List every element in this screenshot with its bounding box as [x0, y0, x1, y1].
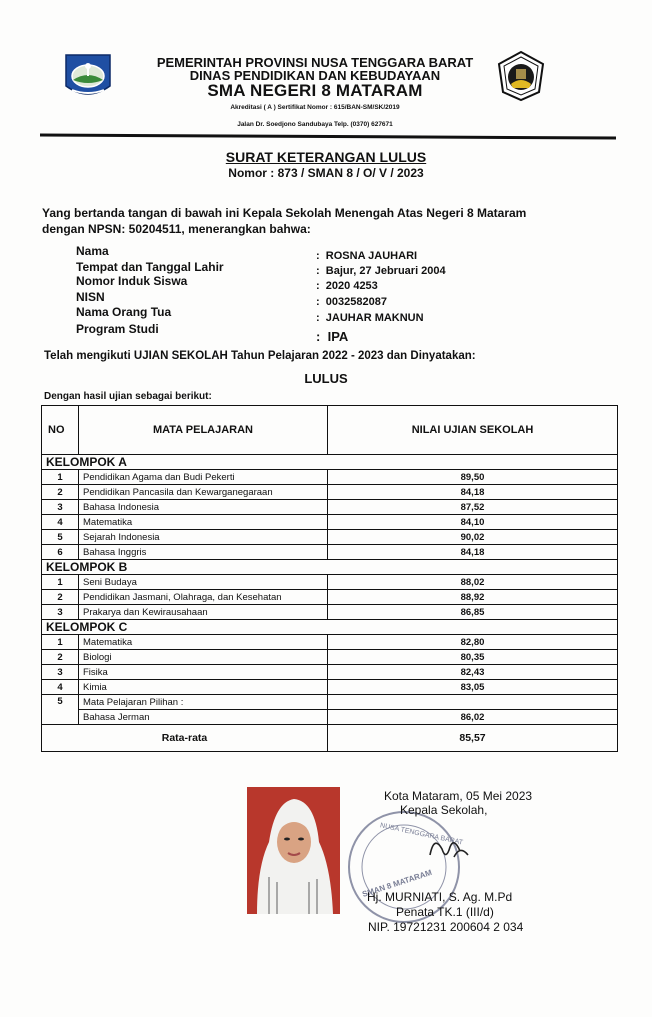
- group-row: [42, 560, 618, 575]
- header-no: NO: [42, 406, 79, 455]
- row-no: 5: [42, 530, 79, 545]
- value-name: [316, 250, 417, 262]
- row-score: 83,05: [328, 680, 618, 695]
- label-name: Nama: [76, 244, 109, 258]
- signatory-rank: Penata TK.1 (III/d): [396, 905, 494, 919]
- row-no: 4: [42, 515, 79, 530]
- table-row-elective: [42, 710, 618, 725]
- table-row: [42, 515, 618, 530]
- student-program: IPA: [327, 329, 349, 344]
- group-row: [42, 620, 618, 635]
- row-score: 88,02: [328, 575, 618, 590]
- row-subject: Seni Budaya: [79, 575, 328, 590]
- value-nis: [316, 280, 378, 292]
- header-government-line: PEMERINTAH PROVINSI NUSA TENGGARA BARAT: [156, 55, 474, 70]
- table-intro: Dengan hasil ujian sebagai berikut:: [44, 391, 212, 402]
- row-subject: Matematika: [79, 515, 328, 530]
- table-row: [42, 635, 618, 650]
- row-no: 6: [42, 545, 79, 560]
- table-row: [42, 530, 618, 545]
- student-photo: [247, 787, 340, 914]
- header-school-name: SMA NEGERI 8 MATARAM: [207, 81, 423, 100]
- row-score: 82,43: [328, 665, 618, 680]
- row-subject: Kimia: [79, 680, 328, 695]
- group-row: [42, 455, 618, 470]
- table-row: [42, 680, 618, 695]
- row-subject: Pendidikan Jasmani, Olahraga, dan Kesehatan: [79, 590, 328, 605]
- provincial-crest-icon: [58, 52, 118, 102]
- elective-label: Mata Pelajaran Pilihan :: [79, 695, 328, 710]
- signatory-name: Hj. MURNIATI, S. Ag. M.Pd: [367, 890, 513, 904]
- table-row: [42, 665, 618, 680]
- row-score: 86,02: [328, 710, 618, 725]
- table-row: [42, 470, 618, 485]
- header-divider: [40, 133, 616, 139]
- header-score: NILAI UJIAN SEKOLAH: [328, 406, 618, 455]
- row-subject: Prakarya dan Kewirausahaan: [79, 605, 328, 620]
- student-nis: 2020 4253: [325, 280, 378, 292]
- value-nisn: [316, 296, 387, 308]
- intro-line-1: Yang bertanda tangan di bawah ini Kepala Sekolah Menengah Atas Negeri 8 Mataram: [42, 206, 527, 220]
- label-nisn: NISN: [76, 290, 105, 304]
- row-score: 87,52: [328, 500, 618, 515]
- row-no: 1: [42, 470, 79, 485]
- row-subject: Bahasa Jerman: [79, 710, 328, 725]
- group-a-label: KELOMPOK A: [42, 455, 618, 470]
- table-row-elective-label: [42, 695, 618, 710]
- header-accreditation: Akreditasi ( A ) Sertifikat Nomor : 615/BAN-SM/SK/2019: [230, 104, 400, 111]
- separator: :: [316, 296, 320, 308]
- document-title: SURAT KETERANGAN LULUS: [225, 149, 427, 165]
- table-row: [42, 575, 618, 590]
- table-row: [42, 650, 618, 665]
- average-value: 85,57: [328, 725, 618, 752]
- row-subject: Sejarah Indonesia: [79, 530, 328, 545]
- table-row: [42, 485, 618, 500]
- row-score: 89,50: [328, 470, 618, 485]
- group-c-label: KELOMPOK C: [42, 620, 618, 635]
- svg-text:NUSA TENGGARA BARAT: NUSA TENGGARA BARAT: [379, 822, 464, 847]
- average-row: [42, 725, 618, 752]
- student-name: ROSNA JAUHARI: [325, 250, 418, 262]
- row-no: 3: [42, 605, 79, 620]
- row-score: 82,80: [328, 635, 618, 650]
- row-score: 84,18: [328, 545, 618, 560]
- row-score: 88,92: [328, 590, 618, 605]
- table-row: [42, 605, 618, 620]
- separator: :: [316, 312, 320, 324]
- row-score-empty: [328, 695, 618, 710]
- row-subject: Bahasa Inggris: [79, 545, 328, 560]
- document-number: Nomor : 873 / SMAN 8 / O/ V / 2023: [228, 166, 424, 180]
- value-program: [316, 329, 348, 344]
- row-no: 2: [42, 590, 79, 605]
- student-parent: JAUHAR MAKNUN: [325, 312, 424, 324]
- row-score: 90,02: [328, 530, 618, 545]
- header-subject: MATA PELAJARAN: [79, 406, 328, 455]
- table-row: [42, 590, 618, 605]
- row-subject: Fisika: [79, 665, 328, 680]
- value-birth: [316, 265, 446, 277]
- row-no: 3: [42, 665, 79, 680]
- header-department-line: DINAS PENDIDIKAN DAN KEBUDAYAAN: [189, 68, 441, 83]
- table-header-row: [42, 406, 618, 455]
- separator: :: [316, 329, 321, 344]
- average-label: Rata-rata: [42, 725, 328, 752]
- intro-line-2: dengan NPSN: 50204511, menerangkan bahwa:: [42, 222, 311, 236]
- row-subject: Biologi: [79, 650, 328, 665]
- table-row: [42, 545, 618, 560]
- intro-paragraph: [42, 205, 602, 237]
- row-no: 1: [42, 575, 79, 590]
- row-subject: Pendidikan Pancasila dan Kewarganegaraan: [79, 485, 328, 500]
- label-nis: Nomor Induk Siswa: [76, 274, 188, 288]
- row-score: 86,85: [328, 605, 618, 620]
- row-score: 84,10: [328, 515, 618, 530]
- row-no: 4: [42, 680, 79, 695]
- label-parent: Nama Orang Tua: [76, 305, 172, 319]
- row-no: 2: [42, 485, 79, 500]
- row-score: 84,18: [328, 485, 618, 500]
- signatory-nip: NIP. 19721231 200604 2 034: [368, 920, 524, 934]
- label-program: Program Studi: [76, 322, 159, 336]
- row-no: 3: [42, 500, 79, 515]
- graduation-status: LULUS: [304, 371, 348, 386]
- value-parent: [316, 312, 424, 324]
- row-subject: Matematika: [79, 635, 328, 650]
- separator: :: [316, 280, 320, 292]
- separator: :: [316, 265, 320, 277]
- signature-role: Kepala Sekolah,: [400, 803, 488, 817]
- table-row: [42, 500, 618, 515]
- row-subject: Pendidikan Agama dan Budi Pekerti: [79, 470, 328, 485]
- row-no: 2: [42, 650, 79, 665]
- group-b-label: KELOMPOK B: [42, 560, 618, 575]
- exam-statement: Telah mengikuti UJIAN SEKOLAH Tahun Pelajaran 2022 - 2023 dan Dinyatakan:: [44, 350, 476, 362]
- grades-table: [41, 405, 618, 752]
- row-subject: Bahasa Indonesia: [79, 500, 328, 515]
- row-no: 1: [42, 635, 79, 650]
- signature-place-date: Kota Mataram, 05 Mei 2023: [384, 789, 533, 803]
- student-birth: Bajur, 27 Jebruari 2004: [325, 265, 446, 277]
- header-address: Jalan Dr. Soedjono Sandubaya Telp. (0370) 627671: [237, 121, 393, 128]
- separator: :: [316, 250, 320, 262]
- row-score: 80,35: [328, 650, 618, 665]
- row-no: 5: [42, 695, 79, 725]
- school-emblem-icon: [495, 50, 547, 102]
- svg-text:SMAN 8 MATARAM: SMAN 8 MATARAM: [361, 867, 433, 899]
- student-nisn: 0032582087: [325, 296, 387, 308]
- label-birth: Tempat dan Tanggal Lahir: [76, 260, 224, 274]
